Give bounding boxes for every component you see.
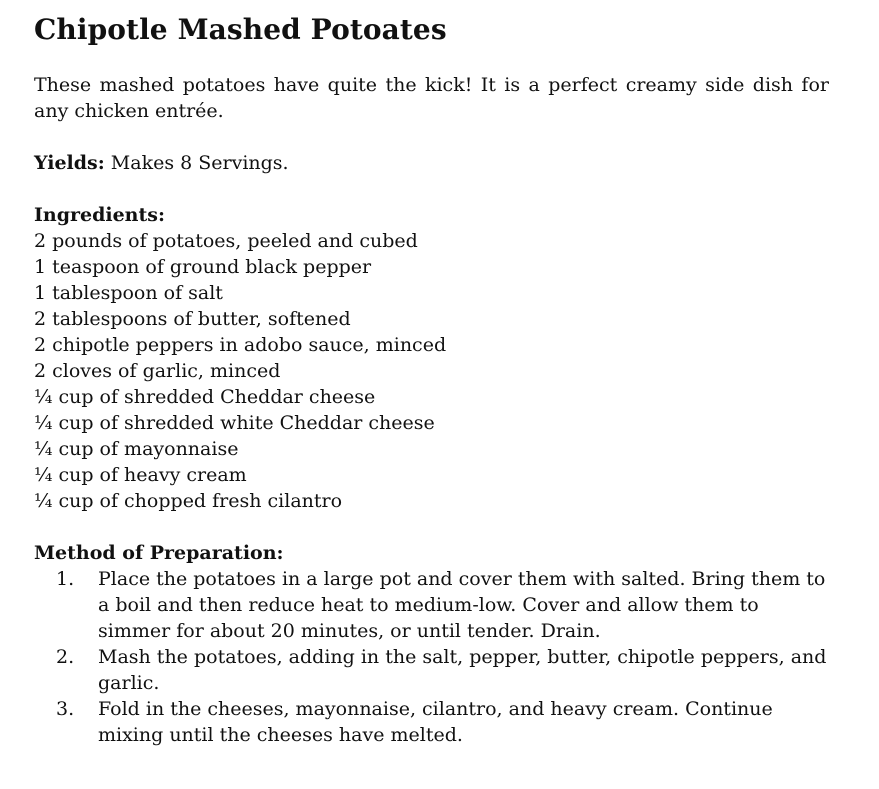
step-text: Mash the potatoes, adding in the salt, pepper, butter, chipotle peppers, and garlic. [98, 646, 827, 694]
step-number: 3. [56, 698, 75, 720]
recipe-intro: These mashed potatoes have quite the kick! It is a perfect creamy side dish for any chicken entrée. [34, 74, 829, 122]
step-text: Fold in the cheeses, mayonnaise, cilantro, and heavy cream. Continue mixing until the cheeses have melted. [98, 698, 773, 746]
method-step [34, 644, 829, 696]
method-step [34, 566, 829, 644]
ingredient-item: ¼ cup of chopped fresh cilantro [34, 490, 343, 512]
step-number: 1. [56, 568, 75, 590]
step-number: 2. [56, 646, 75, 668]
ingredient-item: ¼ cup of shredded white Cheddar cheese [34, 412, 435, 434]
ingredient-item: ¼ cup of mayonnaise [34, 438, 239, 460]
recipe-title: Chipotle Mashed Potoates [34, 13, 447, 46]
ingredient-item: ¼ cup of shredded Cheddar cheese [34, 386, 376, 408]
ingredient-item: 1 tablespoon of salt [34, 282, 223, 304]
ingredient-item: 2 tablespoons of butter, softened [34, 308, 351, 330]
ingredient-item: ¼ cup of heavy cream [34, 464, 247, 486]
yields-line [34, 150, 829, 176]
ingredient-item: 2 chipotle peppers in adobo sauce, minced [34, 334, 447, 356]
method-heading: Method of Preparation: [34, 542, 284, 564]
ingredients-list [34, 228, 829, 514]
yields-label: Yields: [34, 152, 105, 174]
yields-value: Makes 8 Servings. [110, 152, 289, 174]
method-step [34, 696, 829, 748]
ingredient-item: 2 cloves of garlic, minced [34, 360, 281, 382]
ingredient-item: 2 pounds of potatoes, peeled and cubed [34, 230, 418, 252]
ingredient-item: 1 teaspoon of ground black pepper [34, 256, 372, 278]
ingredients-heading: Ingredients: [34, 204, 165, 226]
step-text: Place the potatoes in a large pot and cover them with salted. Bring them to a boil and then reduce heat to medium-low. Cover and allow them to simmer for about 20 minutes, or until tender. Drain. [98, 568, 826, 642]
method-steps [34, 566, 829, 748]
